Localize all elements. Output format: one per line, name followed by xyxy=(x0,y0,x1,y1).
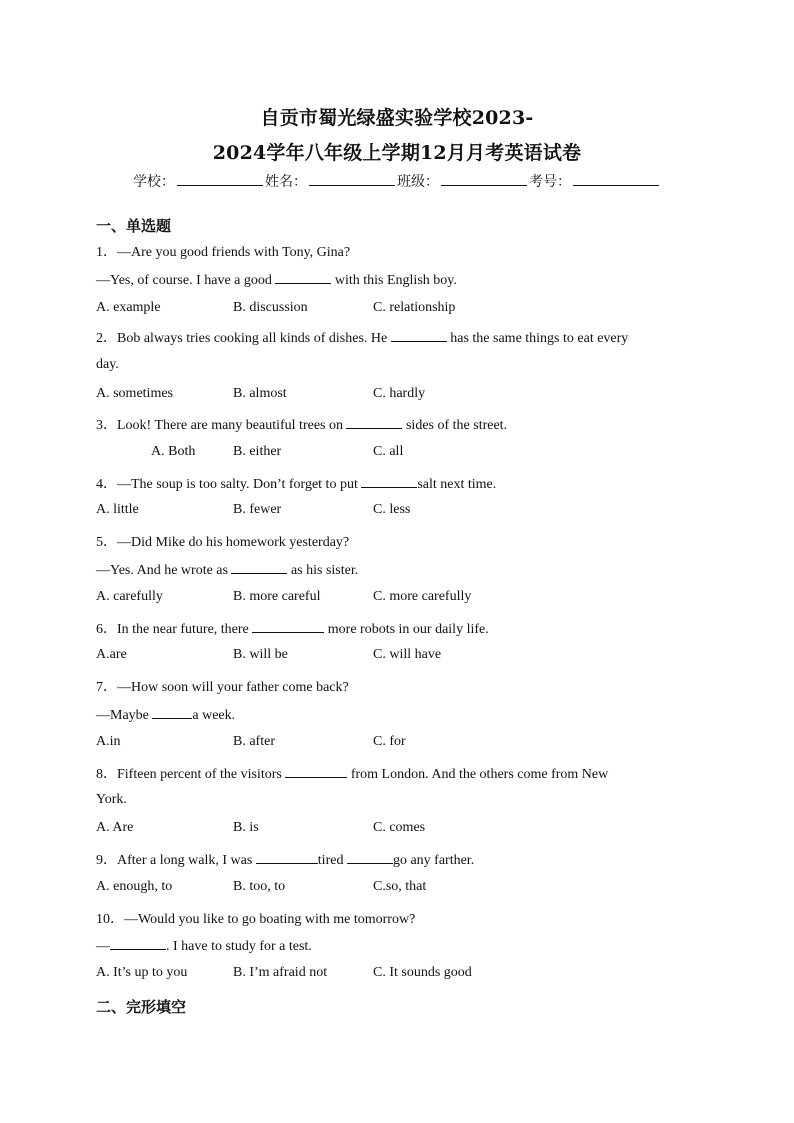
question-5-stem-line1: 5．—Did Mike do his homework yesterday? xyxy=(96,535,350,550)
question-7-stem-line2: —Maybe a week. xyxy=(96,708,236,723)
answer-blank[interactable] xyxy=(110,937,166,950)
answer-blank[interactable] xyxy=(275,271,331,284)
q10-option-a[interactable]: A. It’s up to you xyxy=(96,965,188,980)
question-8-stem-line2: York. xyxy=(96,792,127,807)
answer-blank[interactable] xyxy=(285,765,347,778)
q3-option-a[interactable]: A. Both xyxy=(151,444,196,459)
q6-option-b[interactable]: B. will be xyxy=(233,647,288,662)
q5-option-c[interactable]: C. more carefully xyxy=(373,589,472,604)
q10-option-b[interactable]: B. I’m afraid not xyxy=(233,965,328,980)
name-blank[interactable] xyxy=(309,173,395,186)
school-label: 学校： xyxy=(133,174,175,190)
student-info-row xyxy=(0,171,794,191)
q3-option-c[interactable]: C. all xyxy=(373,444,404,459)
q5-option-b[interactable]: B. more careful xyxy=(233,589,321,604)
answer-blank[interactable] xyxy=(361,475,417,488)
question-7-stem-line1: 7．—How soon will your father come back? xyxy=(96,680,349,695)
answer-blank[interactable] xyxy=(256,851,318,864)
section-title-single-choice: 一、单选题 xyxy=(96,217,172,235)
q7-option-a[interactable]: A.in xyxy=(96,734,121,749)
question-4-stem: 4．—The soup is too salty. Don’t forget to put salt next time. xyxy=(96,477,497,492)
q2-option-c[interactable]: C. hardly xyxy=(373,386,426,401)
q9-option-a[interactable]: A. enough, to xyxy=(96,879,173,894)
q4-option-a[interactable]: A. little xyxy=(96,502,139,517)
question-9-stem: 9．After a long walk, I was tired go any farther. xyxy=(96,853,475,868)
q6-option-a[interactable]: A.are xyxy=(96,647,127,662)
q7-option-b[interactable]: B. after xyxy=(233,734,275,749)
answer-blank[interactable] xyxy=(152,706,192,719)
exam-title-line2: 2024学年八年级上学期12月月考英语试卷 xyxy=(212,142,582,164)
q4-option-b[interactable]: B. fewer xyxy=(233,502,282,517)
q8-option-a[interactable]: A. Are xyxy=(96,820,134,835)
answer-blank[interactable] xyxy=(252,620,324,633)
question-3-stem: 3．Look! There are many beautiful trees on sides of the street. xyxy=(96,418,508,433)
question-5-stem-line2: —Yes. And he wrote as as his sister. xyxy=(96,563,359,578)
q10-option-c[interactable]: C. It sounds good xyxy=(373,965,472,980)
class-label: 班级： xyxy=(397,174,439,190)
answer-blank[interactable] xyxy=(347,851,393,864)
q6-option-c[interactable]: C. will have xyxy=(373,647,442,662)
section-title-cloze: 二、完形填空 xyxy=(96,998,187,1016)
q8-option-c[interactable]: C. comes xyxy=(373,820,426,835)
answer-blank[interactable] xyxy=(231,561,287,574)
q7-option-c[interactable]: C. for xyxy=(373,734,406,749)
q3-option-b[interactable]: B. either xyxy=(233,444,282,459)
q9-option-b[interactable]: B. too, to xyxy=(233,879,286,894)
question-10-stem-line2: — . I have to study for a test. xyxy=(96,939,312,954)
exam-no-label: 考号： xyxy=(529,174,571,190)
answer-blank[interactable] xyxy=(346,416,402,429)
class-blank[interactable] xyxy=(441,173,527,186)
question-2-stem-line2: day. xyxy=(96,357,119,372)
q4-option-c[interactable]: C. less xyxy=(373,502,411,517)
q8-option-b[interactable]: B. is xyxy=(233,820,259,835)
question-1-stem-line1: 1．—Are you good friends with Tony, Gina? xyxy=(96,245,351,260)
q2-option-b[interactable]: B. almost xyxy=(233,386,287,401)
question-8-stem-line1: 8．Fifteen percent of the visitors from London. And the others come from New xyxy=(96,767,609,782)
question-6-stem: 6．In the near future, there more robots in our daily life. xyxy=(96,622,489,637)
q1-option-c[interactable]: C. relationship xyxy=(373,300,456,315)
answer-blank[interactable] xyxy=(391,329,447,342)
question-2-stem-line1: 2．Bob always tries cooking all kinds of dishes. He has the same things to eat every xyxy=(96,331,629,346)
question-10-stem-line1: 10．—Would you like to go boating with me tomorrow? xyxy=(96,912,416,927)
q1-option-a[interactable]: A. example xyxy=(96,300,161,315)
question-1-stem-line2: —Yes, of course. I have a good with this English boy. xyxy=(96,273,457,288)
exam-title-line1: 自贡市蜀光绿盛实验学校2023- xyxy=(260,107,534,129)
q2-option-a[interactable]: A. sometimes xyxy=(96,386,173,401)
name-label: 姓名： xyxy=(265,174,307,190)
school-blank[interactable] xyxy=(177,173,263,186)
q9-option-c[interactable]: C.so, that xyxy=(373,879,427,894)
q5-option-a[interactable]: A. carefully xyxy=(96,589,163,604)
exam-no-blank[interactable] xyxy=(573,173,659,186)
q1-option-b[interactable]: B. discussion xyxy=(233,300,308,315)
